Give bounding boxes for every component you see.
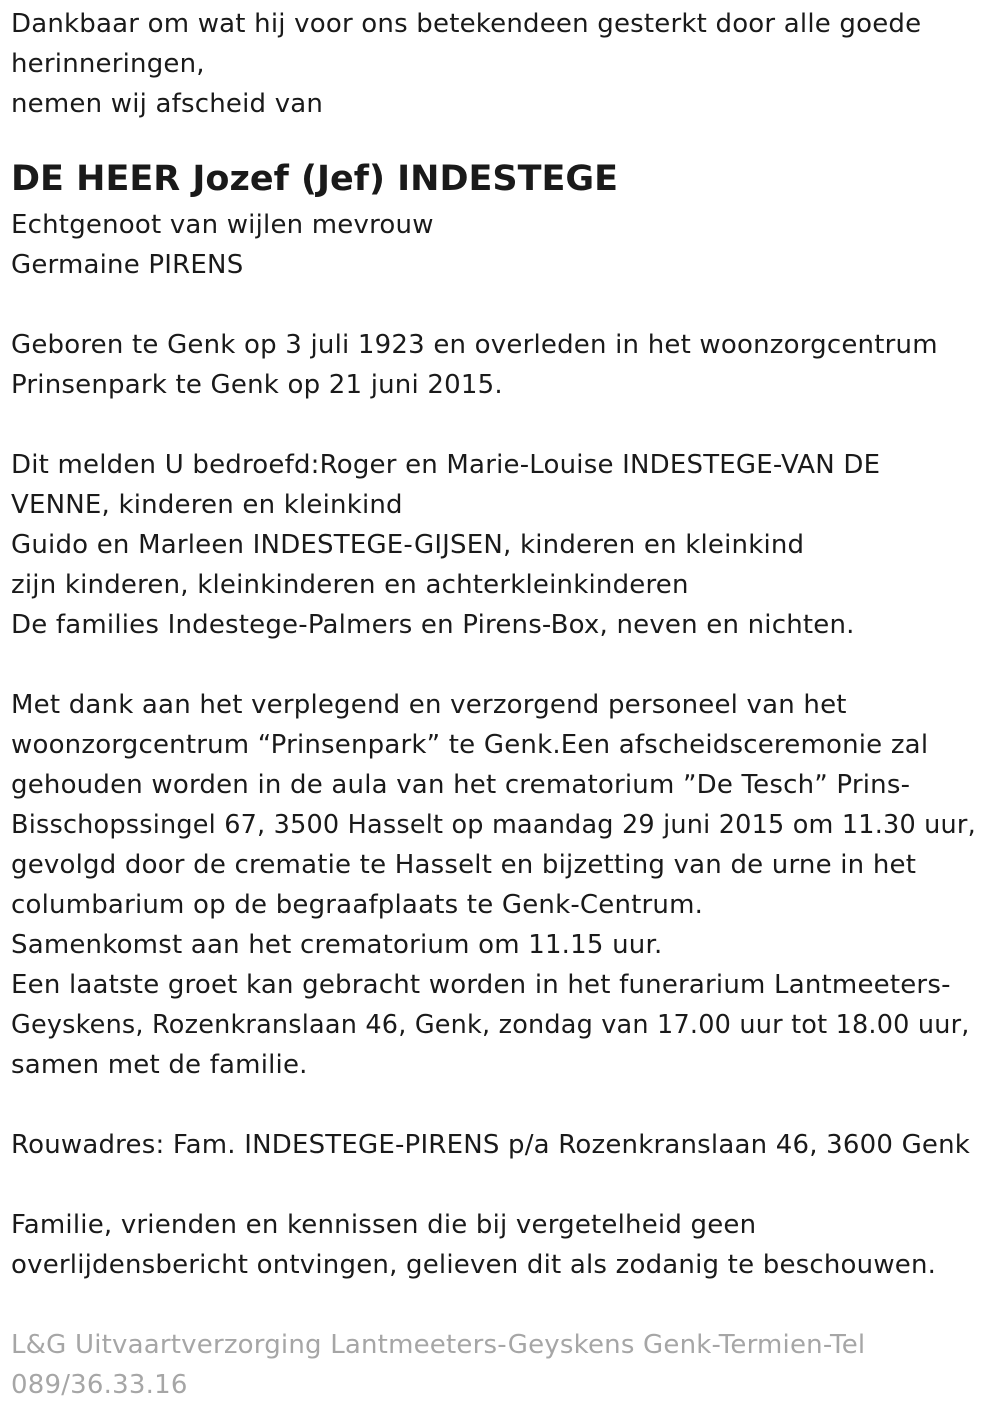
ceremony-line: columbarium op de begraafplaats te Genk-Centrum. [11,890,704,920]
notice-line: Familie, vrienden en kennissen die bij vergetelheid geen [11,1210,757,1240]
family-line: Dit melden U bedroefd:Roger en Marie-Louise INDESTEGE-VAN DE [11,450,881,480]
spacer [11,1165,986,1205]
ceremony-line: Samenkomst aan het crematorium om 11.15 uur. [11,930,663,960]
ceremony-line: Bisschopssingel 67, 3500 Hasselt op maandag 29 juni 2015 om 11.30 uur, [11,810,976,840]
notice-section [11,1205,986,1285]
family-line: zijn kinderen, kleinkinderen en achterkleinkinderen [11,570,689,600]
spouse-section [11,205,986,285]
ceremony-line: gehouden worden in de aula van het crematorium ˮDe Teschˮ Prins- [11,770,911,800]
intro-line: nemen wij afscheid van [11,89,324,119]
obituary-notice [11,4,986,1405]
ceremony-section [11,685,986,1085]
spacer [11,1085,986,1125]
ceremony-line: Een laatste groet kan gebracht worden in het funerarium Lantmeeters- [11,970,951,1000]
spacer [11,405,986,445]
birth-death-line: Geboren te Genk op 3 juli 1923 en overleden in het woonzorgcentrum [11,330,938,360]
family-line: VENNE, kinderen en kleinkind [11,490,403,520]
spacer [11,1285,986,1325]
spouse-line: Echtgenoot van wijlen mevrouw [11,210,434,240]
spacer [11,285,986,325]
ceremony-line: woonzorgcentrum “Prinsenpark” te Genk.Een afscheidsceremonie zal [11,730,929,760]
intro-line: Dankbaar om wat hij voor ons betekendeen gesterkt door alle goede [11,9,922,39]
intro-line: herinneringen, [11,49,205,79]
spouse-line: Germaine PIRENS [11,250,244,280]
deceased-name: DE HEER Jozef (Jef) INDESTEGE [11,159,619,199]
mourning-address: Rouwadres: Fam. INDESTEGE-PIRENS p/a Rozenkranslaan 46, 3600 Genk [11,1130,971,1160]
ceremony-line: Geyskens, Rozenkranslaan 46, Genk, zondag van 17.00 uur tot 18.00 uur, [11,1010,970,1040]
birth-death-section [11,325,986,405]
intro-section [11,4,986,124]
spacer [11,645,986,685]
family-section [11,445,986,645]
footer-section [11,1325,986,1405]
family-line: Guido en Marleen INDESTEGE-GIJSEN, kinderen en kleinkind [11,530,805,560]
ceremony-line: gevolgd door de crematie te Hasselt en bijzetting van de urne in het [11,850,917,880]
notice-line: overlijdensbericht ontvingen, gelieven dit als zodanig te beschouwen. [11,1250,937,1280]
ceremony-line: samen met de familie. [11,1050,308,1080]
ceremony-line: Met dank aan het verplegend en verzorgend personeel van het [11,690,847,720]
birth-death-line: Prinsenpark te Genk op 21 juni 2015. [11,370,503,400]
funeral-home-phone: 089/36.33.16 [11,1370,188,1400]
funeral-home-line: L&G Uitvaartverzorging Lantmeeters-Geyskens Genk-Termien-Tel [11,1330,866,1360]
family-line: De families Indestege-Palmers en Pirens-Box, neven en nichten. [11,610,855,640]
address-section [11,1125,986,1165]
